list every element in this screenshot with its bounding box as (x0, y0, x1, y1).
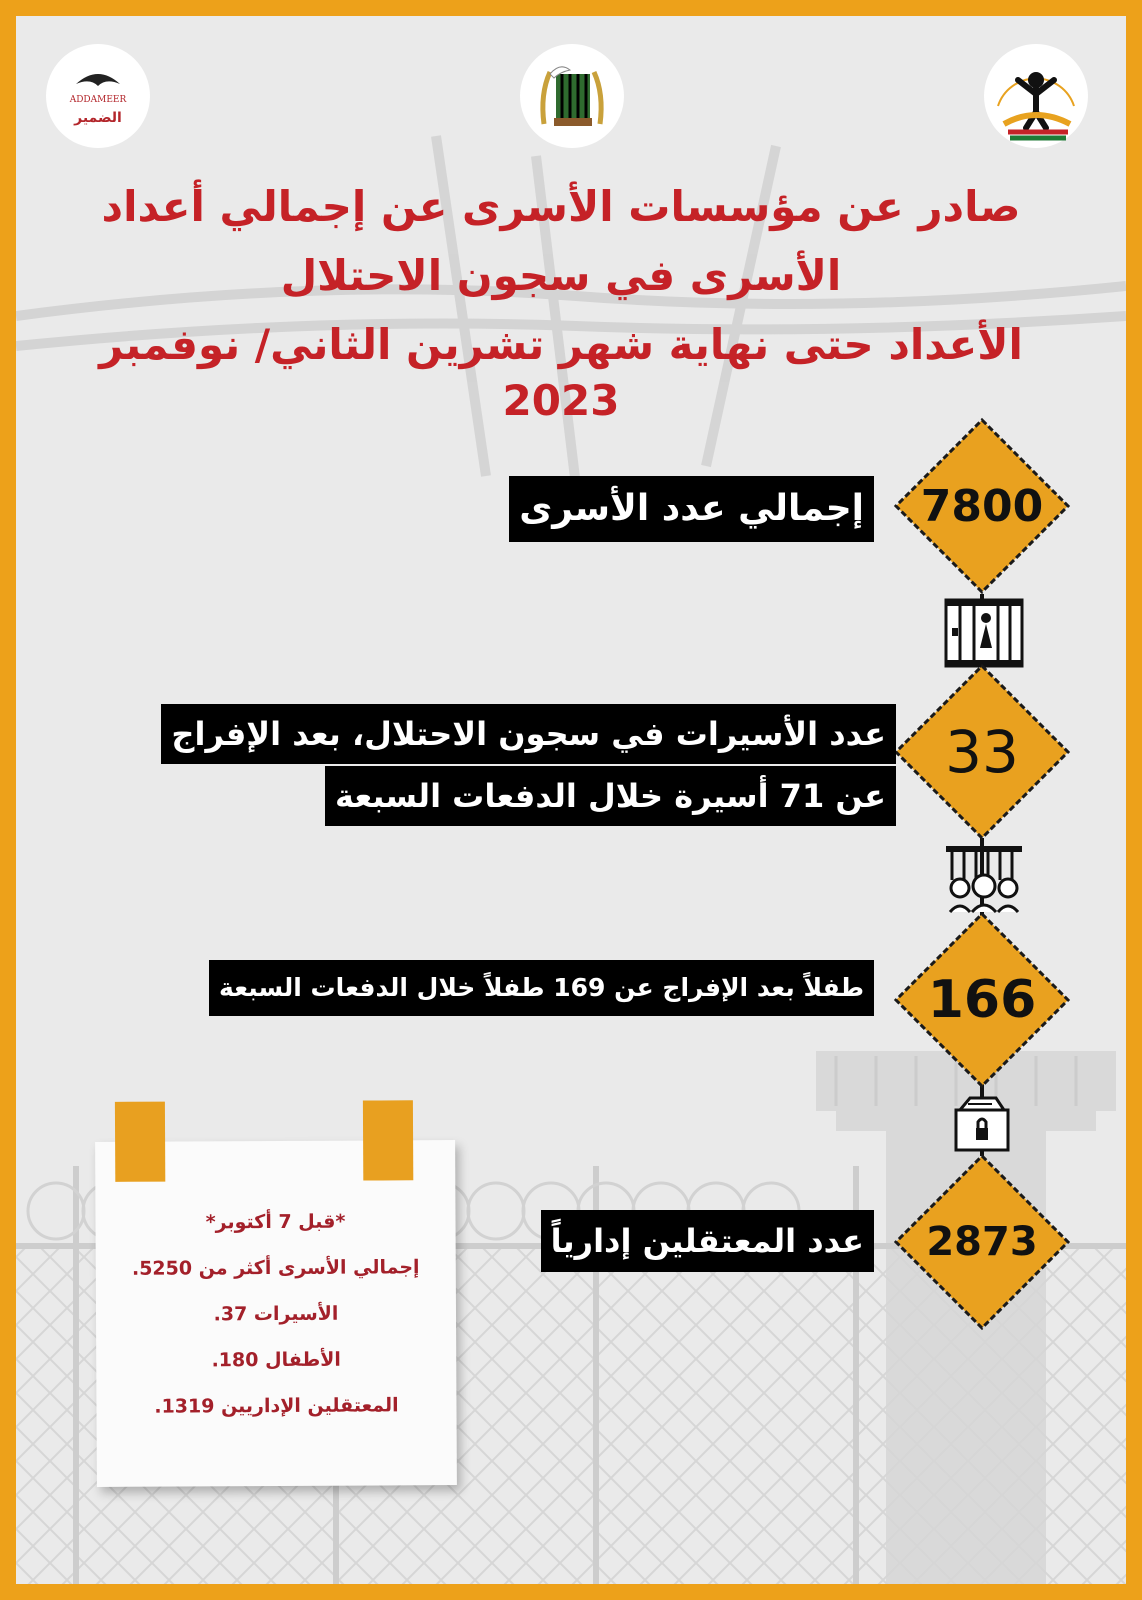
stat-label-women-line-2: عن 71 أسيرة خلال الدفعات السبعة (325, 766, 896, 826)
stat-number-administrative: 2873 (926, 1219, 1038, 1265)
note-heading: *قبل 7 أكتوبر* (205, 1210, 346, 1234)
addameer-logo-text: ADDAMEER (69, 95, 127, 105)
stat-diamond-administrative (892, 1152, 1072, 1332)
stat-label-administrative: عدد المعتقلين إدارياً (541, 1210, 874, 1272)
addameer-logo-arabic: الضمير (74, 110, 122, 126)
stat-diamond-children (892, 910, 1072, 1090)
prisoners-commission-logo (984, 44, 1088, 148)
title-line-2: الأسرى في سجون الاحتلال (280, 251, 842, 300)
note-line-women: الأسيرات 37. (213, 1302, 339, 1326)
stat-label-women-line-1: عدد الأسيرات في سجون الاحتلال، بعد الإفراج (161, 704, 896, 764)
child-prisoners-icon (944, 844, 1024, 914)
stat-number-total: 7800 (920, 480, 1044, 532)
stat-number-women: 33 (945, 718, 1019, 786)
center-emblem-logo (520, 44, 624, 148)
stat-number-children: 166 (927, 970, 1037, 1030)
locked-file-icon (952, 1088, 1012, 1154)
stat-diamond-women (892, 662, 1072, 842)
note-line-administrative: المعتقلين الإداريين 1319. (154, 1394, 399, 1418)
note-line-children: الأطفال 180. (211, 1348, 341, 1372)
pre-october-note (95, 1140, 457, 1487)
note-tape-right (363, 1100, 413, 1180)
stat-label-total: إجمالي عدد الأسرى (509, 476, 874, 542)
note-text (95, 1198, 456, 1430)
title-line-3: الأعداد حتى نهاية شهر تشرين الثاني/ نوفمبر 2023 (99, 320, 1023, 425)
note-line-total: إجمالي الأسرى أكثر من 5250. (131, 1256, 420, 1280)
prison-woman-icon (944, 598, 1024, 668)
title-line-1: صادر عن مؤسسات الأسرى عن إجمالي أعداد (101, 182, 1021, 231)
stat-label-children: طفلاً بعد الإفراج عن 169 طفلاً خلال الدفعات السبعة (209, 960, 874, 1016)
note-tape-left (115, 1102, 165, 1182)
infographic-frame (16, 16, 1126, 1584)
stat-diamond-total (892, 416, 1072, 596)
addameer-logo (46, 44, 150, 148)
